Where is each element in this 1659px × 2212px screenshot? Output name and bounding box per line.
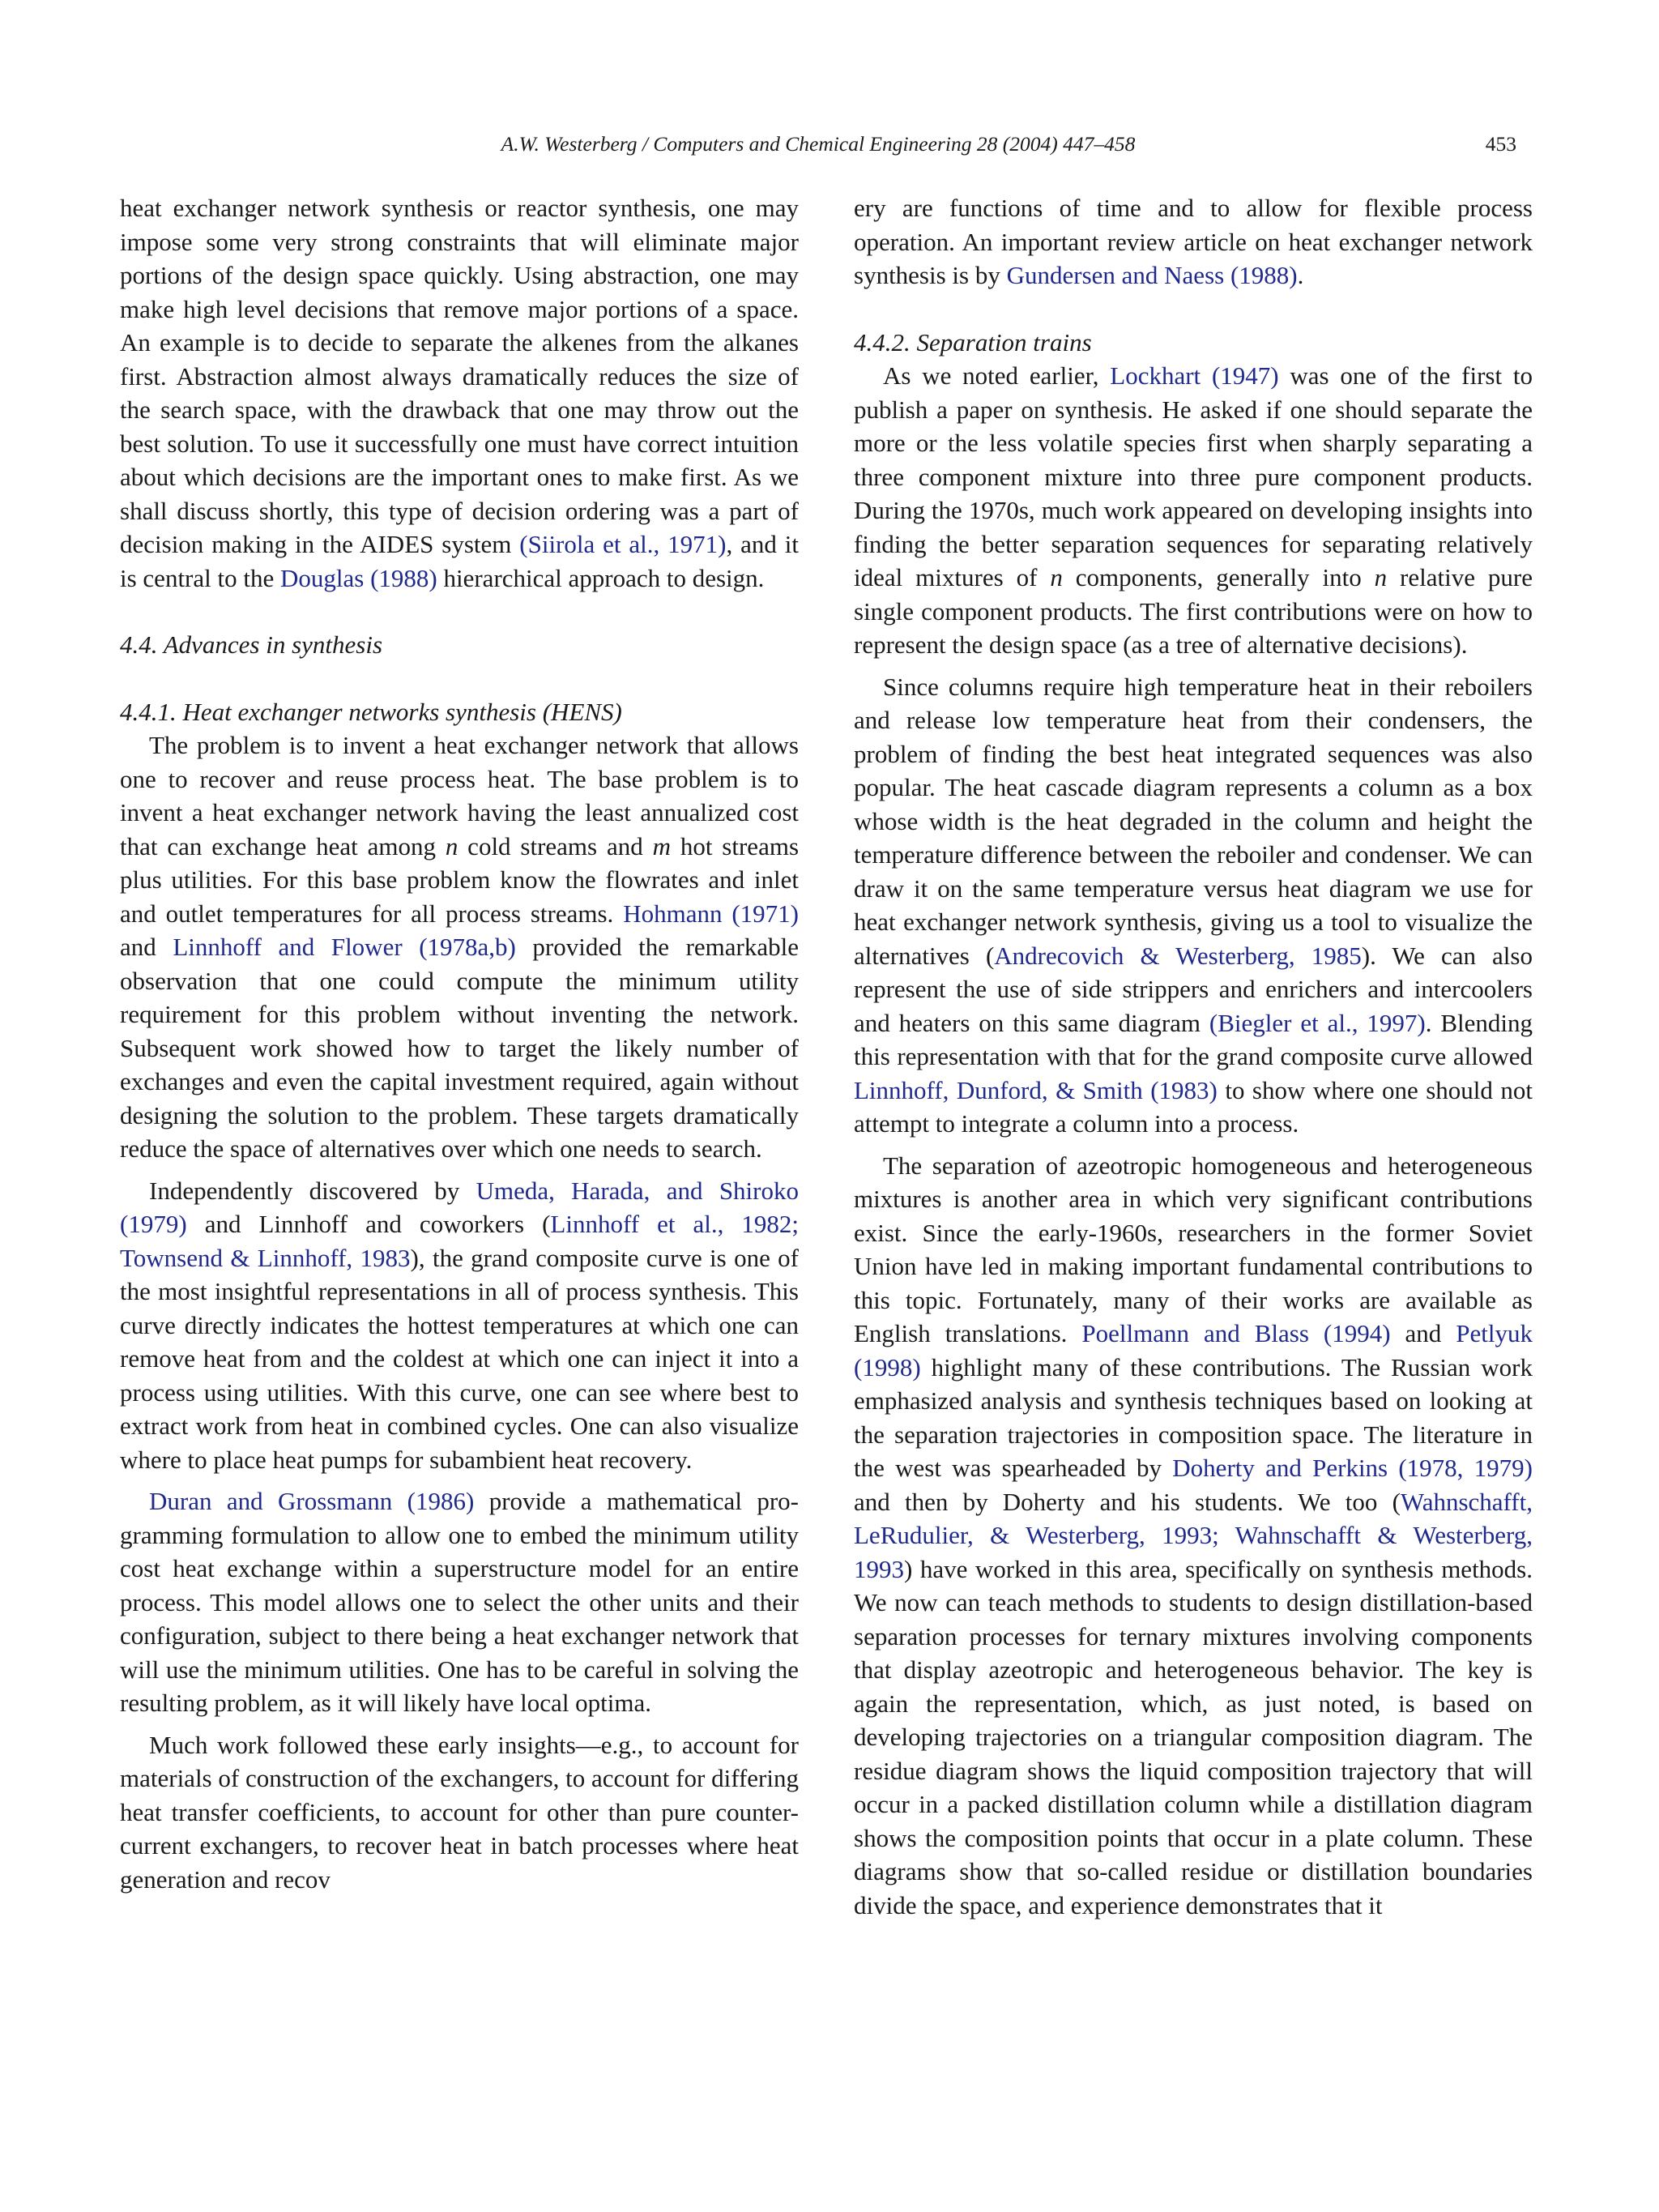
running-head: A.W. Westerberg / Computers and Chemical Engineering 28 (2004) 447–458 [501, 132, 1136, 156]
citation-link[interactable]: (Biegler et al., 1997) [1209, 1008, 1426, 1037]
citation-link[interactable]: Umeda, Harada, and Shiroko (1979) [120, 1176, 799, 1238]
page-header [120, 128, 1516, 160]
paragraph: The problem is to invent a heat exchanger network that allows one to recover and reuse process heat. The base problem is to invent a heat exchanger network having the least annualized cost that can exchange heat among n cold streams and m hot streams plus utilities. For this base problem know the flowrates and inlet and outlet temperatures for all process streams. Hohmann (1971) and Linnhoff and Flower (1978a,b) provided the remarkable observation that one could compute the minimum utility requirement for this problem without inventing the network. Subsequent work showed how to target the likely number of exchanges and even the capital investment required, again without designing the solution to the problem. These targets dramatically reduce the space of alternatives over which one needs to search. [120, 731, 800, 1163]
citation-link[interactable]: Gundersen and Naess (1988) [1006, 261, 1298, 289]
citation-link[interactable]: Andrecovich & Westerberg, 1985 [994, 941, 1362, 970]
citation-link[interactable]: Poellmann and Blass (1994) [1081, 1319, 1391, 1347]
paragraph: As we noted earlier, Lockhart (1947) was one of the first to publish a paper on synthesis. He asked if one should separate the more or the less volatile species first when sharply separating a three component mixture into three pure component products. During the 1970s, much work appeared on developing insights into finding the better separation sequences for separating relatively ideal mixtures of n components, generally into n relative pure single component products. The first contributions were on how to represent the design space (as a tree of alternative decisions). [854, 361, 1533, 659]
subsection-heading-4-4-1: 4.4.1. Heat exchanger networks synthesis (HENS) [120, 697, 622, 726]
citation-link[interactable]: (Siirola et al., 1971) [519, 530, 727, 558]
citation-link[interactable]: Linnhoff, Dunford, & Smith (1983) [854, 1075, 1218, 1104]
paragraph: heat exchanger network synthesis or reactor synthesis, one may impose some very strong constraints that will eliminate major portions of the design space quickly. Using abstraction, one may make high level decisions that remove major portions of a space. An example is to decide to separate the alkenes from the alkanes first. Abstraction almost always dramatically reduces the size of the search space, with the drawback that one may throw out the best solution. To use it successfully one must have correct intuition about which decisions are the important ones to make first. As we shall discuss shortly, this type of decision ordering was a part of decision making in the AIDES system (Siirola et al., 1971), and it is central to the Douglas (1988) hierarchical approach to design. [120, 194, 799, 592]
paragraph: The separation of azeotropic homogeneous and heterogeneous mixtures is another area in which very significant contributions exist. Since the early-1960s, researchers in the former Soviet Union have led in making important fundamental contributions to this topic. Fortunately, many of their works are available as English translations. Poellmann and Blass (1994) and Petlyuk (1998) highlight many of these contributions. The Russian work emphasized analysis and synthesis techniques based on looking at the separation trajectories in composition space. The literature in the west was spearheaded by Doherty and Perkins (1978, 1979) and then by Doherty and his students. We too (Wahnschafft, LeRudulier, & Westerberg, 1993; Wahnschafft & Westerberg, 1993) have worked in this area, specifically on synthesis methods. We now can teach methods to students to design distillation-based separation processes for ternary mixtures involving components that display azeotropic and heterogeneous behavior. The key is again the representation, which, as just noted, is based on developing trajectories on a triangular composition diagram. The residue diagram shows the liquid composition trajectory that will occur in a packed distillation column while a distillation diagram shows the composition points that occur in a plate column. These diagrams show that so-called residue or distillation boundaries divide the space, and experience demonstrates that it [854, 1151, 1533, 1919]
citation-link[interactable]: Wahnschafft, LeRudulier, & Westerberg, 1993; Wahnschafft & Westerberg, 1993 [854, 1487, 1533, 1583]
citation-link[interactable]: Linnhoff et al., 1982; Townsend & Linnhoff, 1983 [120, 1210, 799, 1272]
paragraph: Since columns require high temperature heat in their reboilers and release low temperature heat from their condensers, the problem of finding the best heat integrated sequences was also popular. The heat cascade diagram represents a column as a box whose width is the heat degraded in the column and height the temperature difference between the reboiler and condenser. We can draw it on the same temperature versus heat diagram we use for heat exchanger network synthesis, giving us a tool to visualize the alternatives (Andrecovich & Westerberg, 1985). We can also represent the use of side strippers and enrichers and intercoolers and heaters on this same diagram (Biegler et al., 1997). Blending this representation with that for the grand composite curve allowed Linnhoff, Dunford, & Smith (1983) to show where one should not attempt to integrate a column into a process. [854, 672, 1533, 1138]
paragraph: ery are functions of time and to allow for flexible process operation. An important review article on heat exchanger network synthesis is by Gundersen and Naess (1988). [854, 194, 1533, 289]
citation-link[interactable]: Doherty and Perkins (1978, 1979) [1172, 1454, 1533, 1482]
paragraph: Independently discovered by Umeda, Harada, and Shiroko (1979) and Linnhoff and coworkers (Linnhoff et al., 1982; Townsend & Linnhoff, 1983), the grand composite curve is one of the most insightful representations in all of process synthesis. This curve directly indicates the hottest temperatures at which one can remove heat from and the coldest at which one can inject it into a process using utilities. With this curve, one can see where best to extract work from heat in combined cycles. One can also visualize where to place heat pumps for subambient heat recovery. [120, 1176, 799, 1474]
paragraph: Much work followed these early insights—e.g., to account for materials of construction of the exchangers, to account for differing heat transfer coefficients, to account for other than pure counter-current exchangers, to recover heat in batch processes where heat generation and recov [120, 1730, 799, 1894]
citation-link[interactable]: Linnhoff and Flower (1978a,b) [173, 933, 516, 961]
right-column [854, 191, 1533, 1922]
section-heading-4-4: 4.4. Advances in synthesis [120, 630, 383, 659]
citation-link[interactable]: Douglas (1988) [280, 563, 437, 592]
left-column [120, 191, 799, 1896]
paragraph: Duran and Grossmann (1986) provide a mathematical programming formulation to allow one to embed the minimum utility cost heat exchange within a superstructure model for an entire process. This model allows one to select the other units and their configuration, subject to there being a heat exchanger network that will use the minimum utilities. One has to be careful in solving the resulting problem, as it will likely have local optima. [120, 1487, 799, 1717]
subsection-heading-4-4-2: 4.4.2. Separation trains [854, 327, 1092, 357]
citation-link[interactable]: Duran and Grossmann (1986) [149, 1487, 475, 1515]
page-number: 453 [1485, 132, 1516, 156]
citation-link[interactable]: Hohmann (1971) [623, 899, 799, 928]
citation-link[interactable]: Lockhart (1947) [1110, 361, 1279, 390]
citation-link[interactable]: Petlyuk (1998) [854, 1319, 1533, 1381]
